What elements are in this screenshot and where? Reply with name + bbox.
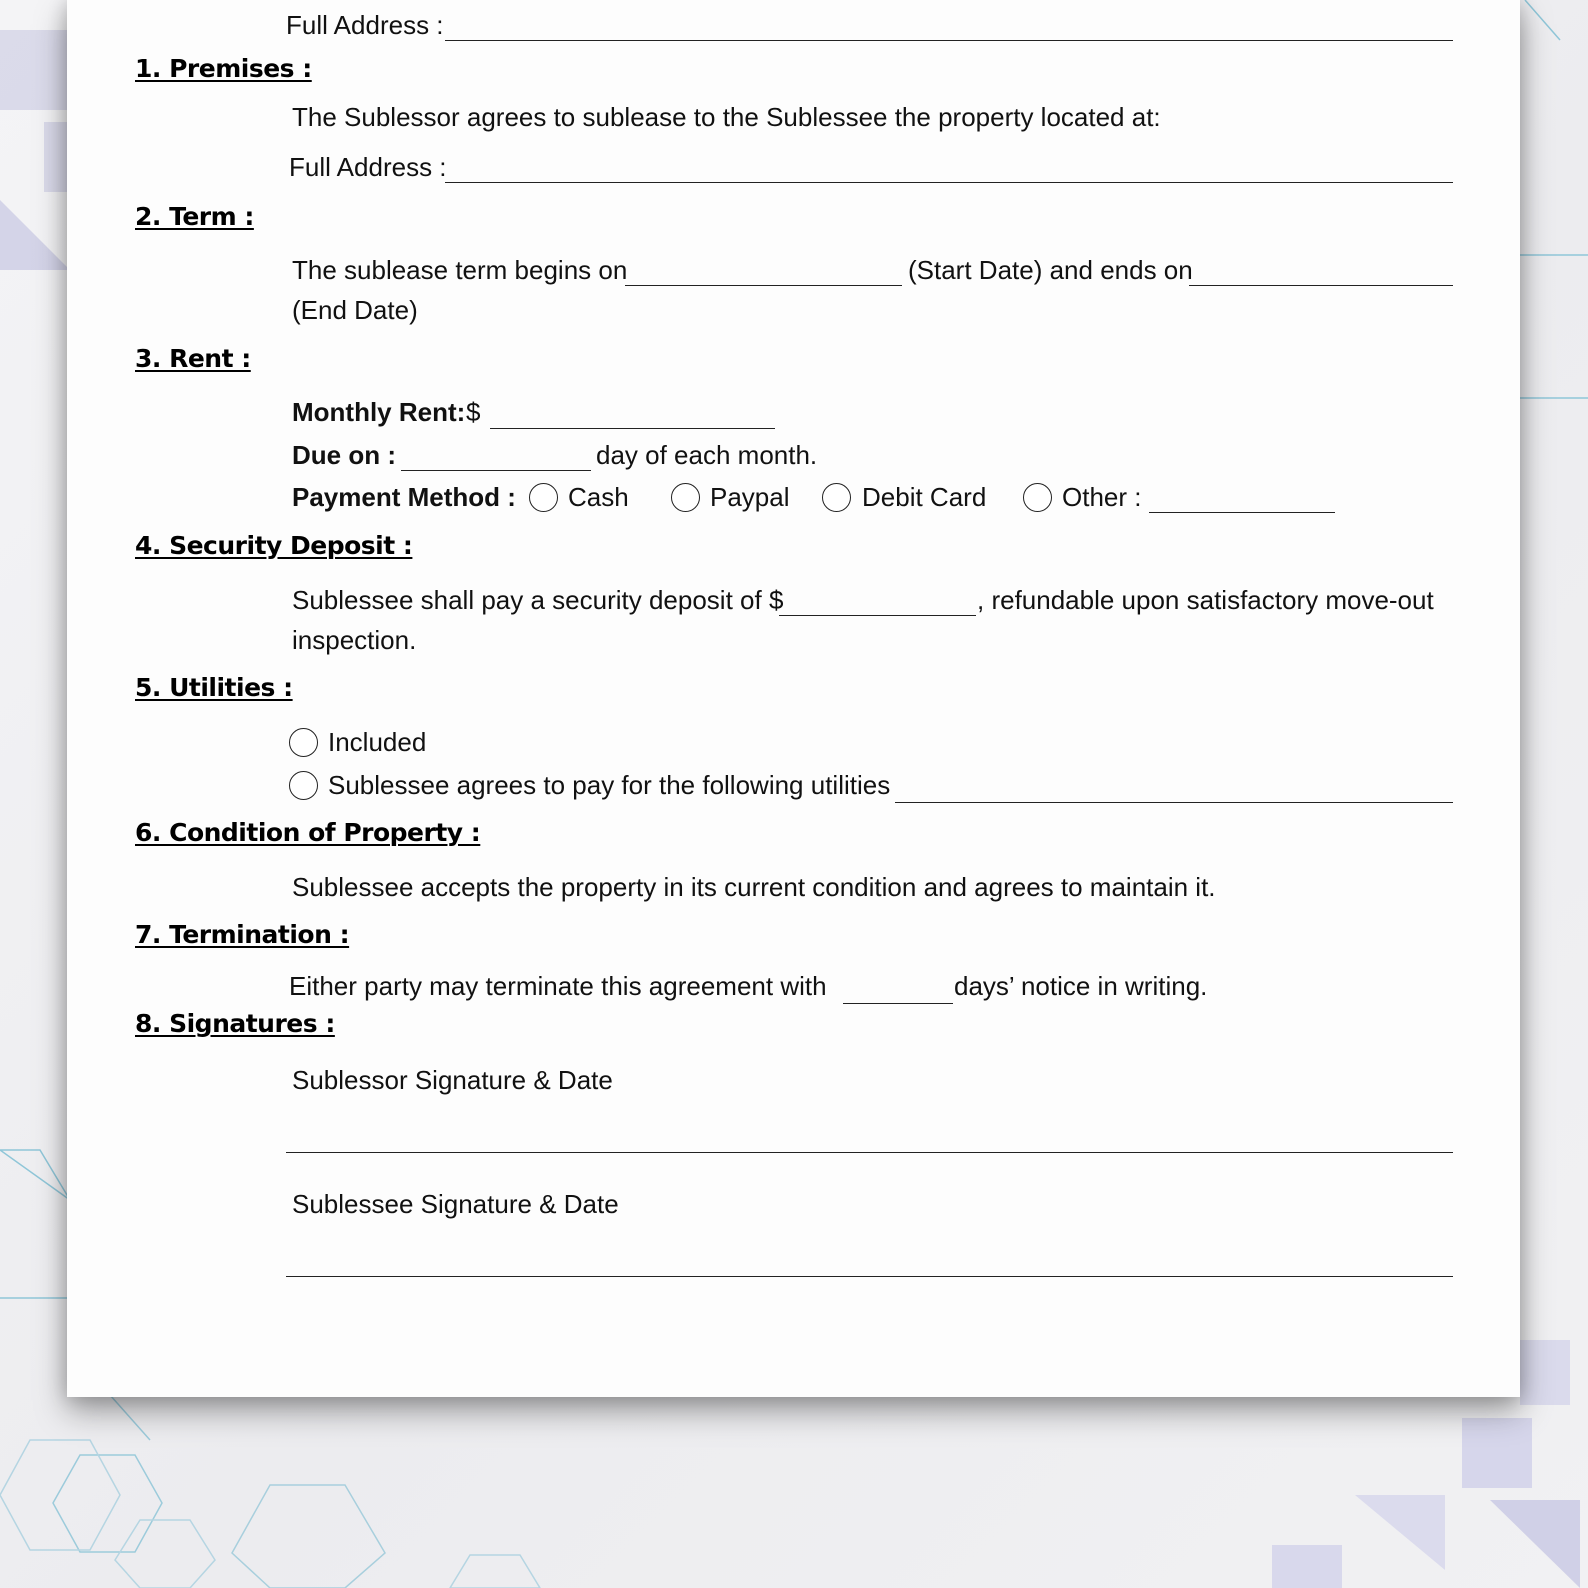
- condition-text: Sublessee accepts the property in its current condition and agrees to maintain it.: [292, 872, 1216, 902]
- sublessee-signature-field[interactable]: [286, 1276, 1453, 1277]
- radio-utilities-sublessee-pays[interactable]: [289, 771, 318, 800]
- deposit-text-line2: inspection.: [292, 625, 417, 655]
- term-start-text: (Start Date) and ends on: [908, 255, 1193, 285]
- rent-heading: 3. Rent :: [135, 344, 251, 373]
- premises-address-field[interactable]: [445, 182, 1453, 183]
- term-heading: 2. Term :: [135, 202, 254, 231]
- termination-text-post: days’ notice in writing.: [954, 971, 1208, 1001]
- premises-address-label: Full Address :: [289, 152, 447, 182]
- radio-debit-card[interactable]: [822, 483, 851, 512]
- due-on-label: Due on :: [292, 440, 396, 470]
- option-other-label: Other :: [1062, 482, 1142, 512]
- end-date-field[interactable]: [1189, 285, 1453, 286]
- document-page: [67, 0, 1520, 1397]
- due-suffix: day of each month.: [596, 440, 818, 470]
- utilities-pay-label: Sublessee agrees to pay for the following utilities: [328, 770, 891, 800]
- radio-utilities-included[interactable]: [289, 728, 318, 757]
- currency-symbol: $: [466, 397, 481, 427]
- signatures-heading: 8. Signatures :: [135, 1009, 335, 1038]
- radio-other[interactable]: [1023, 483, 1052, 512]
- condition-heading: 6. Condition of Property :: [135, 818, 481, 847]
- deposit-heading: 4. Security Deposit :: [135, 531, 413, 560]
- utilities-list-field[interactable]: [895, 802, 1453, 803]
- deposit-amount-field[interactable]: [779, 615, 976, 616]
- option-paypal-label: Paypal: [710, 482, 790, 512]
- deposit-text-pre: Sublessee shall pay a security deposit of $: [292, 585, 784, 615]
- full-address-label: Full Address :: [286, 10, 444, 40]
- sublessor-signature-label: Sublessor Signature & Date: [292, 1065, 613, 1095]
- utilities-heading: 5. Utilities :: [135, 673, 293, 702]
- other-payment-field[interactable]: [1149, 512, 1335, 513]
- premises-heading: 1. Premises :: [135, 54, 312, 83]
- termination-heading: 7. Termination :: [135, 920, 350, 949]
- option-debit-card-label: Debit Card: [862, 482, 987, 512]
- term-begins-text: The sublease term begins on: [292, 255, 628, 285]
- due-day-field[interactable]: [401, 470, 591, 471]
- termination-text-pre: Either party may terminate this agreement with: [289, 971, 827, 1001]
- full-address-field[interactable]: [445, 40, 1453, 41]
- payment-method-label: Payment Method :: [292, 482, 516, 512]
- radio-cash[interactable]: [529, 483, 558, 512]
- option-cash-label: Cash: [568, 482, 629, 512]
- start-date-field[interactable]: [625, 285, 902, 286]
- sublessee-signature-label: Sublessee Signature & Date: [292, 1189, 619, 1219]
- notice-days-field[interactable]: [843, 1003, 953, 1004]
- premises-text: The Sublessor agrees to sublease to the Sublessee the property located at:: [292, 102, 1161, 132]
- sublessor-signature-field[interactable]: [286, 1152, 1453, 1153]
- term-end-text: (End Date): [292, 295, 418, 325]
- monthly-rent-label: Monthly Rent:: [292, 397, 466, 427]
- utilities-included-label: Included: [328, 727, 427, 757]
- monthly-rent-field[interactable]: [490, 428, 775, 429]
- radio-paypal[interactable]: [671, 483, 700, 512]
- deposit-text-post: , refundable upon satisfactory move-out: [977, 585, 1434, 615]
